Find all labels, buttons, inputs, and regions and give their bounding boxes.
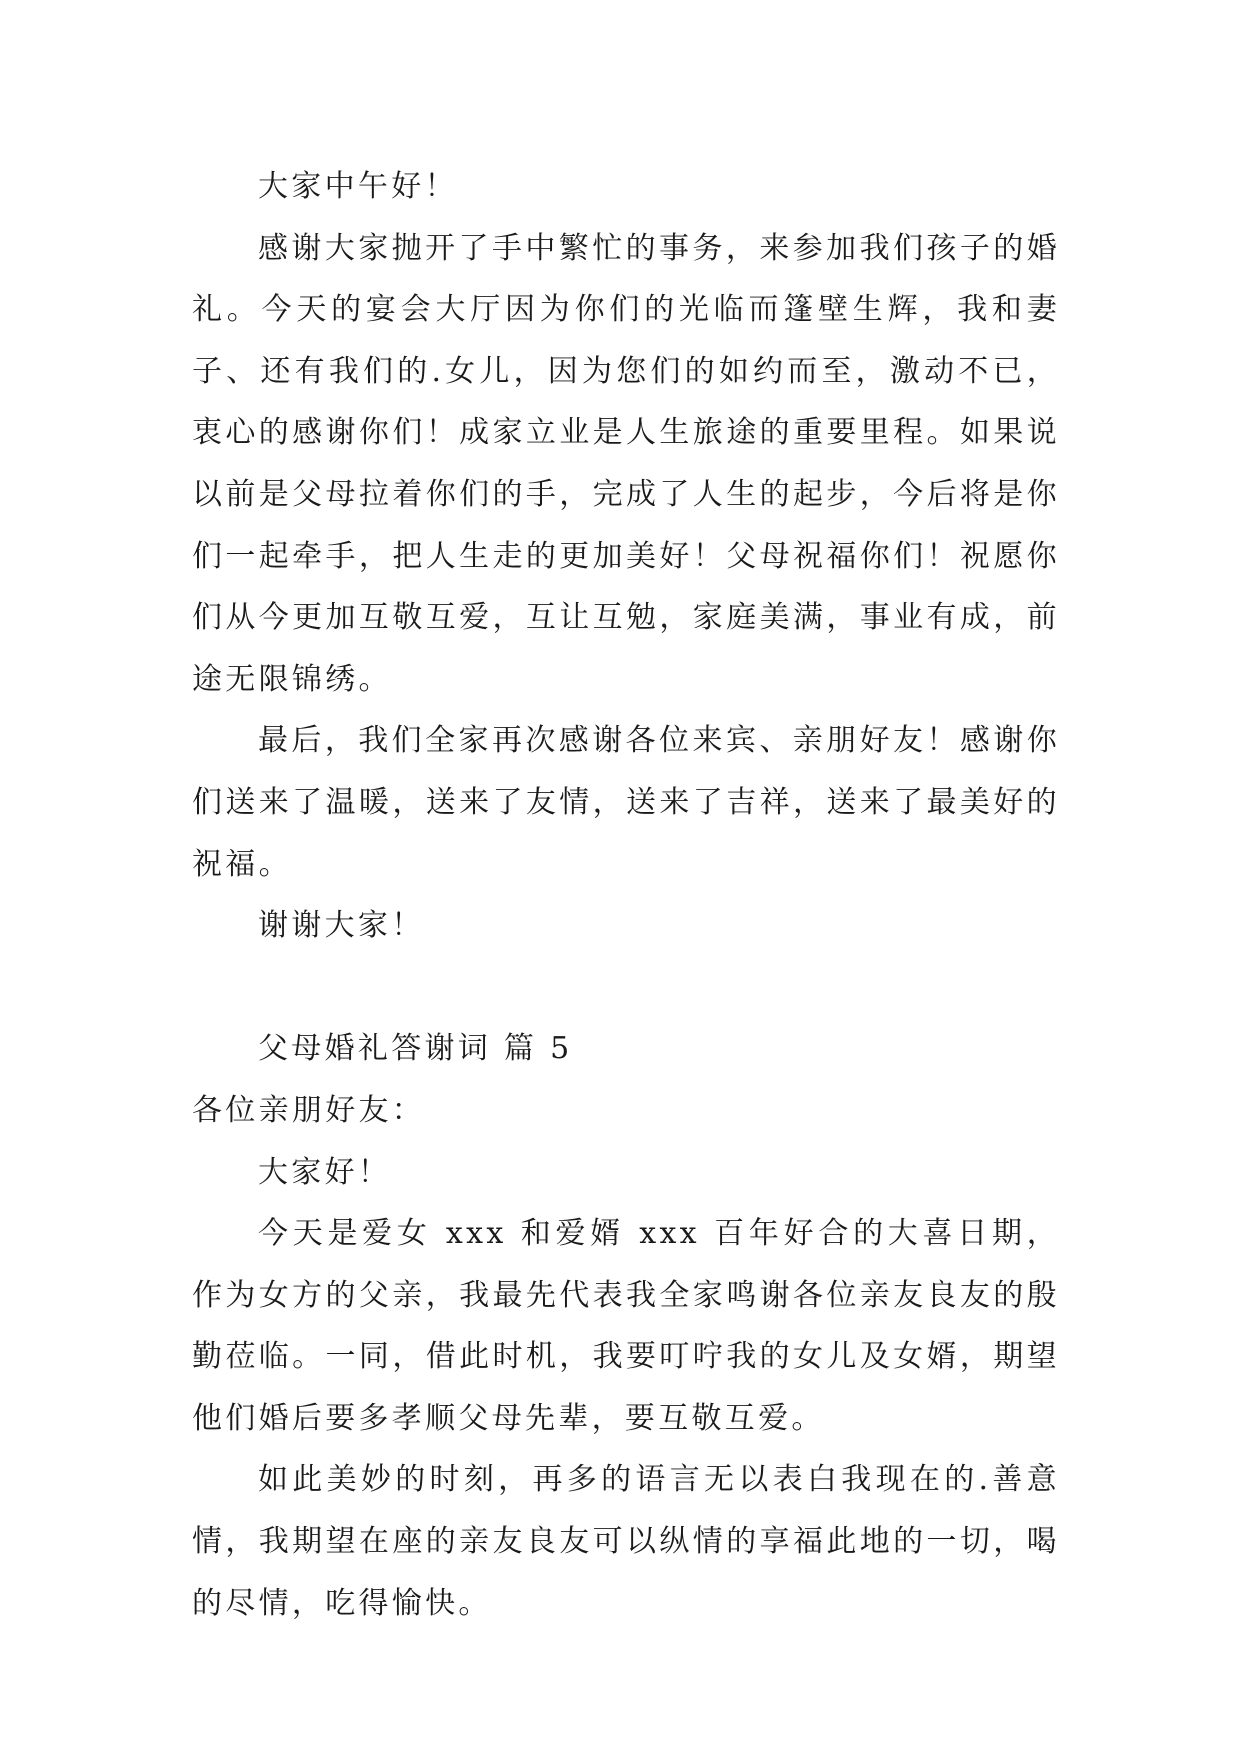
father-speech-paragraph: 今天是爱女 xxx 和爱婿 xxx 百年好合的大喜日期，作为女方的父亲，我最先代表我全家鸣谢各位亲友良友的殷勤莅临。一同，借此时机，我要叮咛我的女儿及女婿，期望他们婚后要多孝顺父母先辈，要互敬互爱。	[192, 1216, 1060, 1436]
section-title: 父母婚礼答谢词 篇 5	[258, 1031, 573, 1067]
wonderful-moment-paragraph: 如此美妙的时刻，再多的语言无以表白我现在的.善意情，我期望在座的亲友良友可以纵情的享福此地的一切，喝的尽情，吃得愉快。	[192, 1462, 1060, 1621]
greeting-noon: 大家中午好！	[258, 169, 458, 204]
section-spacer	[192, 957, 1060, 1019]
thanks-paragraph: 感谢大家抛开了手中繁忙的事务，来参加我们孩子的婚礼。今天的宴会大厅因为你们的光临而篷壁生辉，我和妻子、还有我们的.女儿，因为您们的如约而至，激动不已，衷心的感谢你们！成家立业是人生旅途的重要里程。如果说以前是父母拉着你们的手，完成了人生的起步，今后将是你们一起牵手，把人生走的更加美好！父母祝福你们！祝愿你们从今更加互敬互爱，互让互勉，家庭美满，事业有成，前途无限锦绣。	[192, 230, 1060, 697]
document-body	[192, 156, 1060, 1634]
closing-thanks: 谢谢大家！	[258, 908, 425, 944]
salutation: 各位亲朋好友：	[192, 1092, 426, 1128]
greeting-hello: 大家好！	[258, 1154, 392, 1190]
final-thanks-paragraph: 最后，我们全家再次感谢各位来宾、亲朋好友！感谢你们送来了温暖，送来了友情，送来了吉祥，送来了最美好的祝福。	[192, 723, 1060, 882]
